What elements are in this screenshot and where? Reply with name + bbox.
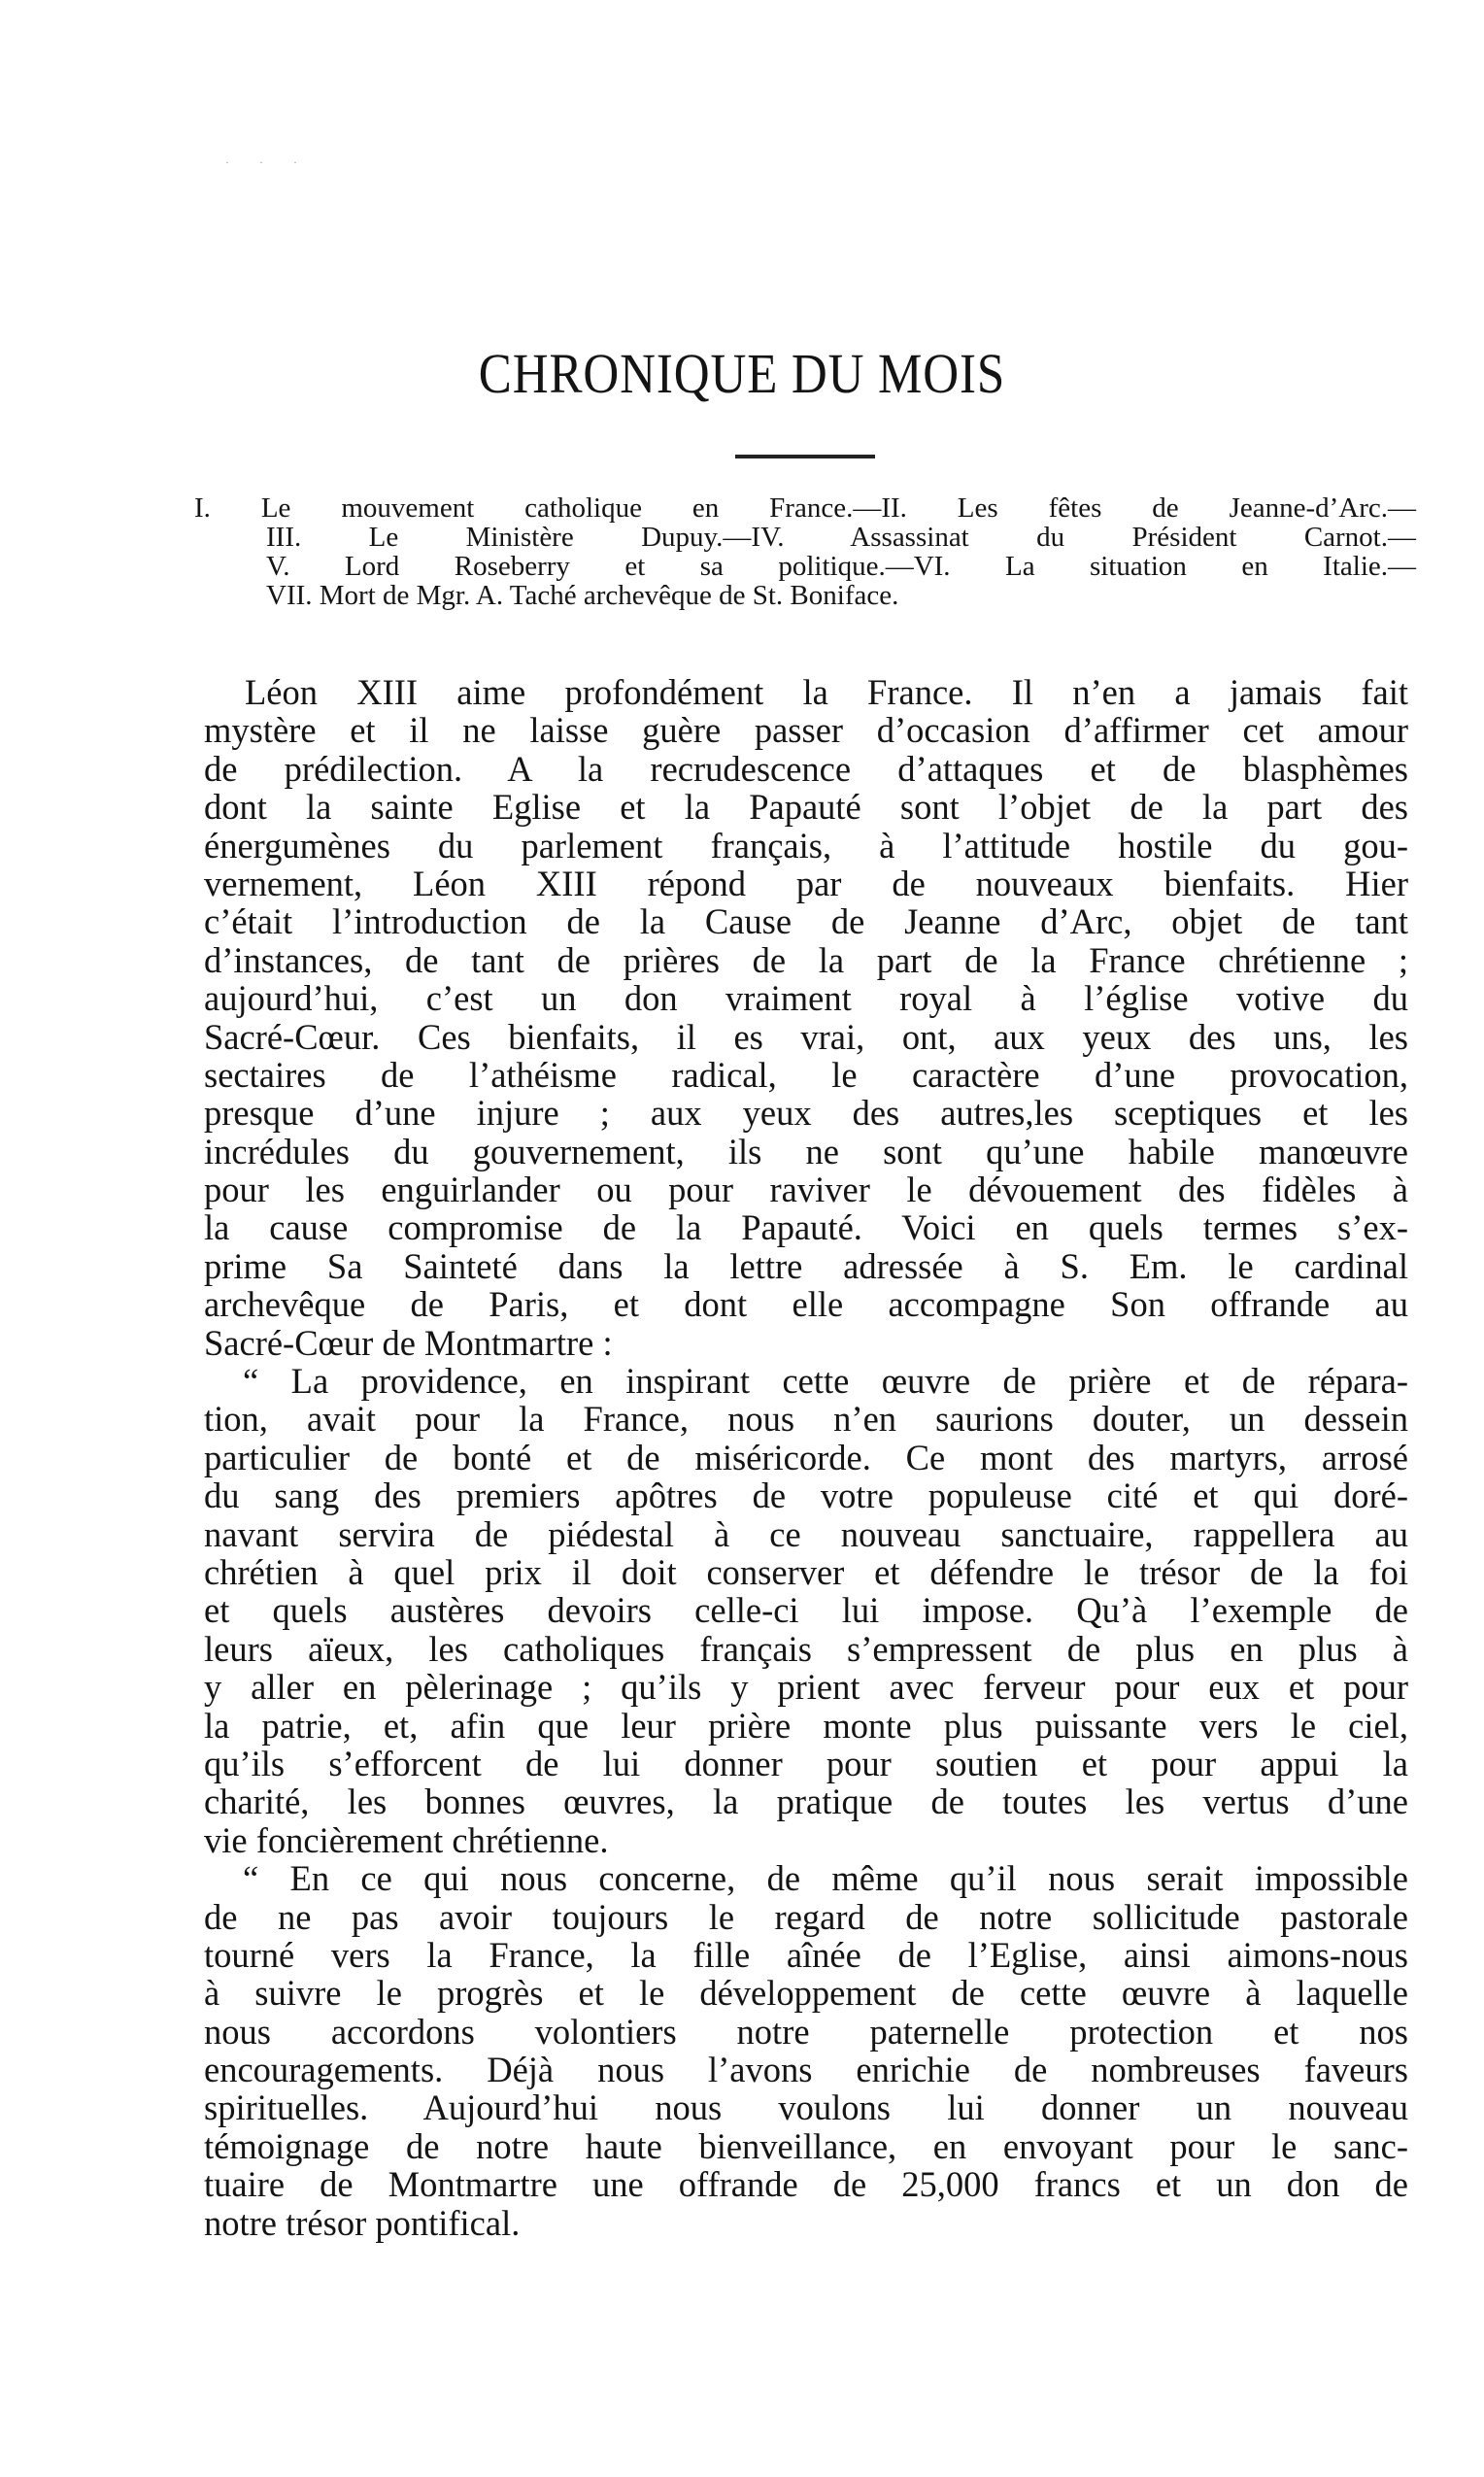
body-line: c’était l’introduction de la Cause de Jeanne d’Arc, objet de tant	[204, 901, 1408, 942]
quote-line: charité, les bonnes œuvres, la pratique de toutes les vertus d’une	[204, 1781, 1408, 1822]
quote-line: “ En ce qui nous concerne, de même qu’il nous serait impossible	[243, 1858, 1408, 1899]
title-rule	[735, 455, 875, 458]
quote-line: y aller en pèlerinage ; qu’ils y prient avec ferveur pour eux et pour	[204, 1667, 1408, 1708]
quote-line: tuaire de Montmartre une offrande de 25,000 francs et un don de	[204, 2164, 1408, 2205]
quote-line: spirituelles. Aujourd’hui nous voulons lui donner un nouveau	[204, 2087, 1408, 2128]
body-line: sectaires de l’athéisme radical, le caractère d’une provocation,	[204, 1054, 1408, 1095]
summary-line: V. Lord Roseberry et sa politique.—VI. La situation en Italie.—	[266, 551, 1416, 582]
quote-line: du sang des premiers apôtres de votre populeuse cité et qui doré-	[204, 1476, 1408, 1516]
summary-line: I. Le mouvement catholique en France.—II. Les fêtes de Jeanne-d’Arc.—	[194, 492, 1416, 524]
body-line: Sacré-Cœur de Montmartre :	[204, 1322, 613, 1363]
quote-line: vie foncièrement chrétienne.	[204, 1819, 609, 1860]
quote-line: notre trésor pontifical.	[204, 2202, 521, 2243]
article-body	[204, 673, 1408, 2242]
quote-line: navant servira de piédestal à ce nouveau sanctuaire, rappellera au	[204, 1513, 1408, 1554]
body-line: de prédilection. A la recrudescence d’attaques et de blasphèmes	[204, 748, 1408, 789]
body-line: la cause compromise de la Papauté. Voici en quels termes s’ex-	[204, 1207, 1408, 1248]
body-line: Léon XIII aime profondément la France. Il n’en a jamais fait	[245, 672, 1408, 712]
body-line: archevêque de Paris, et dont elle accompagne Son offrande au	[204, 1284, 1408, 1325]
quote-line: tion, avait pour la France, nous n’en saurions douter, un dessein	[204, 1399, 1408, 1440]
quote-line: à suivre le progrès et le développement de cette œuvre à laquelle	[204, 1973, 1408, 2014]
quote-line: leurs aïeux, les catholiques français s’empressent de plus en plus à	[204, 1628, 1408, 1669]
body-line: vernement, Léon XIII répond par de nouveaux bienfaits. Hier	[204, 863, 1408, 903]
body-line: mystère et il ne laisse guère passer d’occasion d’affirmer cet amour	[204, 710, 1408, 751]
body-line: prime Sa Sainteté dans la lettre adressée à S. Em. le cardinal	[204, 1245, 1408, 1286]
body-line: incrédules du gouvernement, ils ne sont qu’une habile manœuvre	[204, 1131, 1408, 1171]
quote-line: “ La providence, en inspirant cette œuvre de prière et de répara-	[243, 1361, 1408, 1402]
quote-line: qu’ils s’efforcent de lui donner pour soutien et pour appui la	[204, 1743, 1408, 1783]
body-line: dont la sainte Eglise et la Papauté sont l’objet de la part des	[204, 787, 1408, 828]
page-title: CHRONIQUE DU MOIS	[478, 342, 1006, 405]
body-line: énergumènes du parlement français, à l’attitude hostile du gou-	[204, 825, 1408, 865]
body-line: aujourd’hui, c’est un don vraiment royal à l’église votive du	[204, 978, 1408, 1019]
summary-line: VII. Mort de Mgr. A. Taché archevêque de St. Boniface.	[266, 580, 899, 611]
body-line: d’instances, de tant de prières de la part de la France chrétienne ;	[204, 939, 1408, 980]
body-line: presque d’une injure ; aux yeux des autres,les sceptiques et les	[204, 1093, 1408, 1134]
quote-line: particulier de bonté et de miséricorde. Ce mont des martyrs, arrosé	[204, 1437, 1408, 1477]
quote-line: nous accordons volontiers notre paternelle protection et nos	[204, 2011, 1408, 2052]
quote-line: tourné vers la France, la fille aînée de l’Eglise, ainsi aimons-nous	[204, 1934, 1408, 1975]
quote-line: encouragements. Déjà nous l’avons enrichie de nombreuses faveurs	[204, 2050, 1408, 2090]
page-specks: · · ·	[225, 155, 311, 169]
body-line: pour les enguirlander ou pour raviver le dévouement des fidèles à	[204, 1170, 1408, 1210]
quote-line: de ne pas avoir toujours le regard de notre sollicitude pastorale	[204, 1896, 1408, 1937]
chapter-summary	[194, 493, 1416, 610]
quote-line: chrétien à quel prix il doit conserver et défendre le trésor de la foi	[204, 1551, 1408, 1592]
quote-line: et quels austères devoirs celle-ci lui impose. Qu’à l’exemple de	[204, 1590, 1408, 1631]
summary-line: III. Le Ministère Dupuy.—IV. Assassinat du Président Carnot.—	[266, 522, 1416, 553]
quote-line: témoignage de notre haute bienveillance, en envoyant pour le sanc-	[204, 2125, 1408, 2166]
quote-line: la patrie, et, afin que leur prière monte plus puissante vers le ciel,	[204, 1705, 1408, 1746]
body-line: Sacré-Cœur. Ces bienfaits, il es vrai, ont, aux yeux des uns, les	[204, 1016, 1408, 1057]
